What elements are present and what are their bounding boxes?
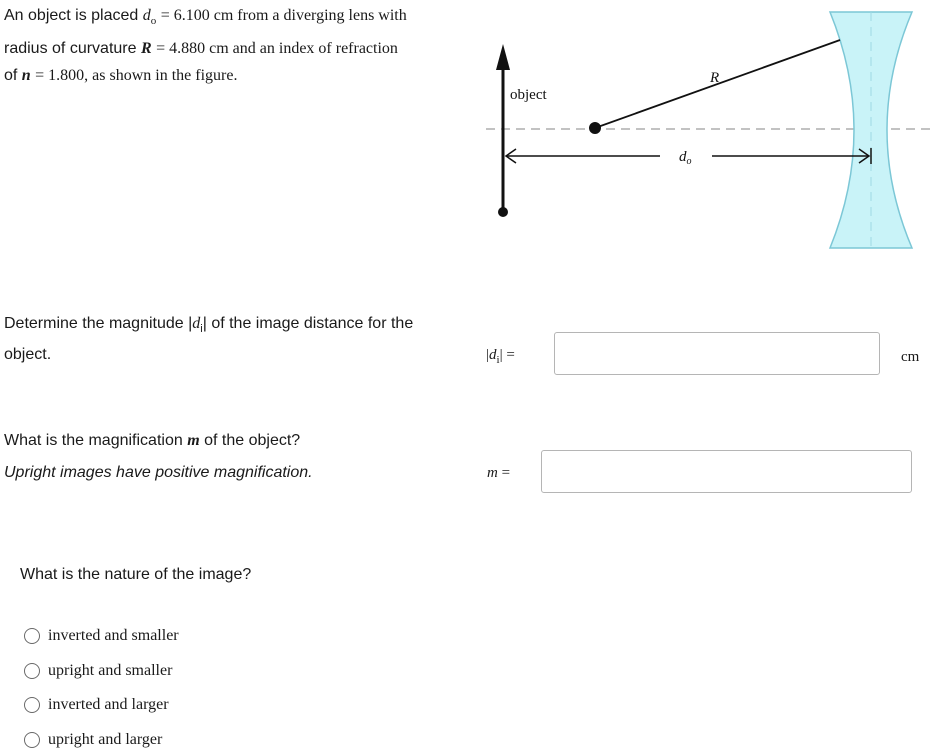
image-distance-input[interactable] <box>554 332 880 375</box>
question-3-text: What is the nature of the image? <box>20 566 252 583</box>
problem-line-1: An object is placed $d_o = 6.100$ cm from a diverging lens with <box>4 7 407 28</box>
option-inverted-larger[interactable] <box>24 696 169 714</box>
option-upright-larger[interactable] <box>24 731 162 749</box>
lens-figure <box>470 0 931 260</box>
magnification-label: m = <box>487 465 511 481</box>
option-inverted-smaller[interactable] <box>24 627 179 645</box>
radius-label: R <box>710 70 720 86</box>
option-label: inverted and smaller <box>48 627 179 644</box>
problem-line-3: of n = 1.800, as shown in the figure. <box>4 67 238 85</box>
option-label: upright and larger <box>48 731 163 748</box>
magnification-input[interactable] <box>541 450 912 493</box>
radio-button[interactable] <box>24 628 40 644</box>
image-distance-label: $|d_i|$ = <box>486 347 515 366</box>
option-label: upright and smaller <box>48 662 173 679</box>
problem-statement <box>4 2 464 89</box>
object-arrow-head <box>496 44 510 70</box>
option-upright-smaller[interactable] <box>24 662 172 680</box>
object-label: object <box>510 87 547 103</box>
problem-line-2: radius of curvature R = 4.880 cm and an index of refraction <box>4 40 398 58</box>
unit-label: cm <box>901 349 920 365</box>
question-2-text: What is the magnification m of the object? <box>4 432 301 449</box>
radio-button[interactable] <box>24 663 40 679</box>
radio-button[interactable] <box>24 697 40 713</box>
option-label: inverted and larger <box>48 696 169 713</box>
magnification-hint: Upright images have positive magnification. <box>4 464 313 481</box>
question-1-text: Determine the magnitude $|d_i|$ of the image distance for the object. <box>4 315 414 364</box>
radio-button[interactable] <box>24 732 40 748</box>
center-of-curvature-dot <box>589 122 601 134</box>
object-base-dot <box>498 207 508 217</box>
distance-label: $d_o$ <box>679 149 692 167</box>
